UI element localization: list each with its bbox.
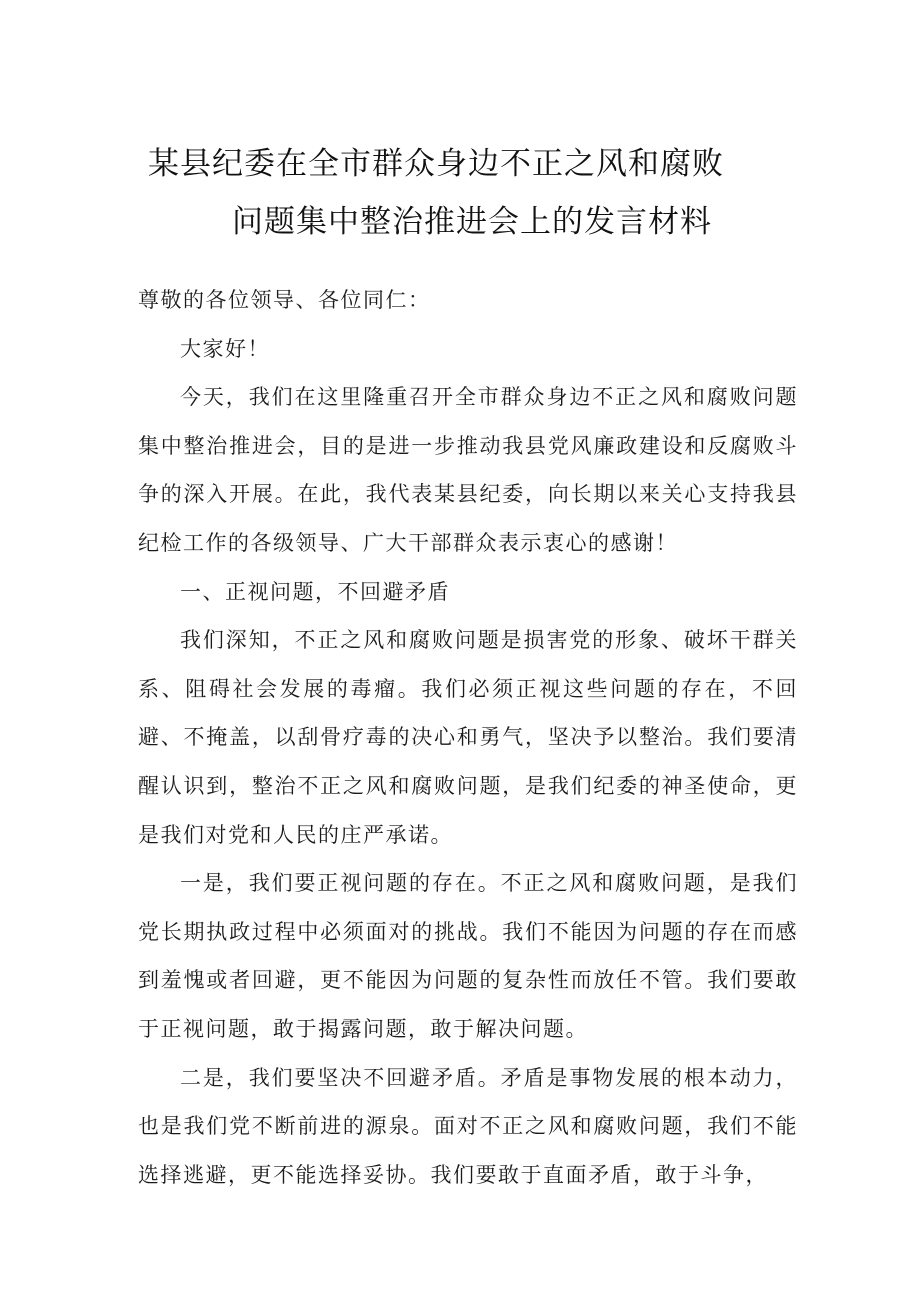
section-heading-1: 一、正视问题，不回避矛盾: [180, 579, 450, 604]
paragraph-point-1: 一是，我们要正视问题的存在。不正之风和腐败问题，是我们党长期执政过程中必须面对的挑战。我们不能因为问题的存在而感到羞愧或者回避，更不能因为问题的复杂性而放任不管。我们要敢于正视问题，敢于揭露问题，敢于解决问题。: [138, 871, 798, 1041]
document-body: [138, 276, 798, 1199]
salutation: 尊敬的各位领导、各位同仁：: [138, 288, 431, 312]
document-title-line-2: 问题集中整治推进会上的发言材料: [232, 204, 712, 240]
paragraph-point-2: 二是，我们要坚决不回避矛盾。矛盾是事物发展的根本动力，也是我们党不断前进的源泉。面对不正之风和腐败问题，我们不能选择逃避，更不能选择妥协。我们要敢于直面矛盾，敢于斗争，: [138, 1065, 798, 1187]
paragraph-section-1: 我们深知，不正之风和腐败问题是损害党的形象、破坏干群关系、阻碍社会发展的毒瘤。我们必须正视这些问题的存在，不回避、不掩盖，以刮骨疗毒的决心和勇气，坚决予以整治。我们要清醒认识到，整治不正之风和腐败问题，是我们纪委的神圣使命，更是我们对党和人民的庄严承诺。: [138, 628, 798, 847]
document-title-line-1: 某县纪委在全市群众身边不正之风和腐败: [148, 146, 724, 182]
greeting: 大家好！: [180, 336, 270, 361]
paragraph-intro: 今天，我们在这里隆重召开全市群众身边不正之风和腐败问题集中整治推进会，目的是进一步推动我县党风廉政建设和反腐败斗争的深入开展。在此，我代表某县纪委，向长期以来关心支持我县纪检工作的各级领导、广大干部群众表示衷心的感谢！: [138, 385, 798, 555]
